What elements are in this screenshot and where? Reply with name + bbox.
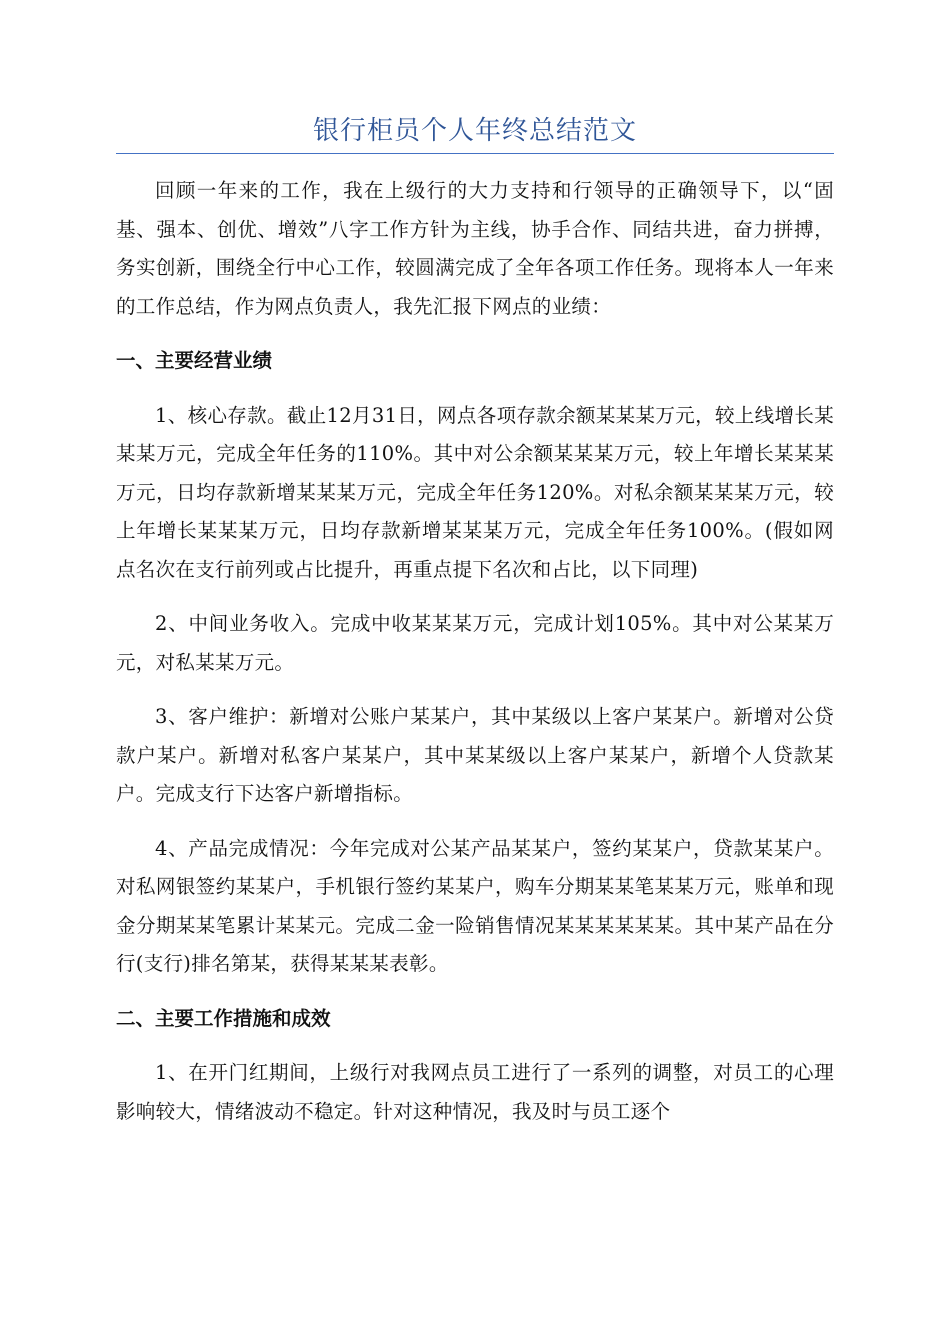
document-body: [116, 172, 834, 1147]
section-heading-measures: 二、主要工作措施和成效: [116, 1006, 331, 1030]
paragraph-opening-period: 1、在开门红期间，上级行对我网点员工进行了一系列的调整，对员工的心理影响较大，情绪波动不稳定。针对这种情况，我及时与员工逐个: [116, 1061, 834, 1123]
section-heading-performance: 一、主要经营业绩: [116, 349, 273, 372]
document-title: 银行柜员个人年终总结范文: [312, 116, 637, 146]
paragraph-intermediate-income: 2、中间业务收入。完成中收某某某万元，完成计划105%。其中对公某某万元，对私某某万元。: [116, 612, 834, 674]
title-underline: [116, 153, 834, 154]
paragraph-product-completion: 4、产品完成情况：今年完成对公某产品某某户，签约某某户，贷款某某户。对私网银签约某某户，手机银行签约某某户，购车分期某某笔某某万元，账单和现金分期某某笔累计某某元。完成二金一险销售情况某某某某某某。其中某产品在分行(支行)排名第某，获得某某某表彰。: [116, 836, 834, 975]
paragraph-customer-maintenance: 3、客户维护：新增对公账户某某户，其中某级以上客户某某户。新增对公贷款户某户。新增对私客户某某户，其中某某级以上客户某某户，新增个人贷款某户。完成支行下达客户新增指标。: [116, 705, 834, 805]
intro-paragraph: 回顾一年来的工作，我在上级行的大力支持和行领导的正确领导下，以“固基、强本、创优、增效”八字工作方针为主线，协手合作、同结共进，奋力拼搏，务实创新，围绕全行中心工作，较圆满完成了全年各项工作任务。现将本人一年来的工作总结，作为网点负责人，我先汇报下网点的业绩：: [116, 179, 834, 318]
paragraph-core-deposits: 1、核心存款。截止12月31日，网点各项存款余额某某某万元，较上线增长某某某万元，完成全年任务的110%。其中对公余额某某某万元，较上年增长某某某万元，日均存款新增某某某万元，完成全年任务120%。对私余额某某某万元，较上年增长某某某万元，日均存款新增某某某万元，完成全年任务100%。(假如网点名次在支行前列或占比提升，再重点提下名次和占比，以下同理): [116, 403, 834, 581]
